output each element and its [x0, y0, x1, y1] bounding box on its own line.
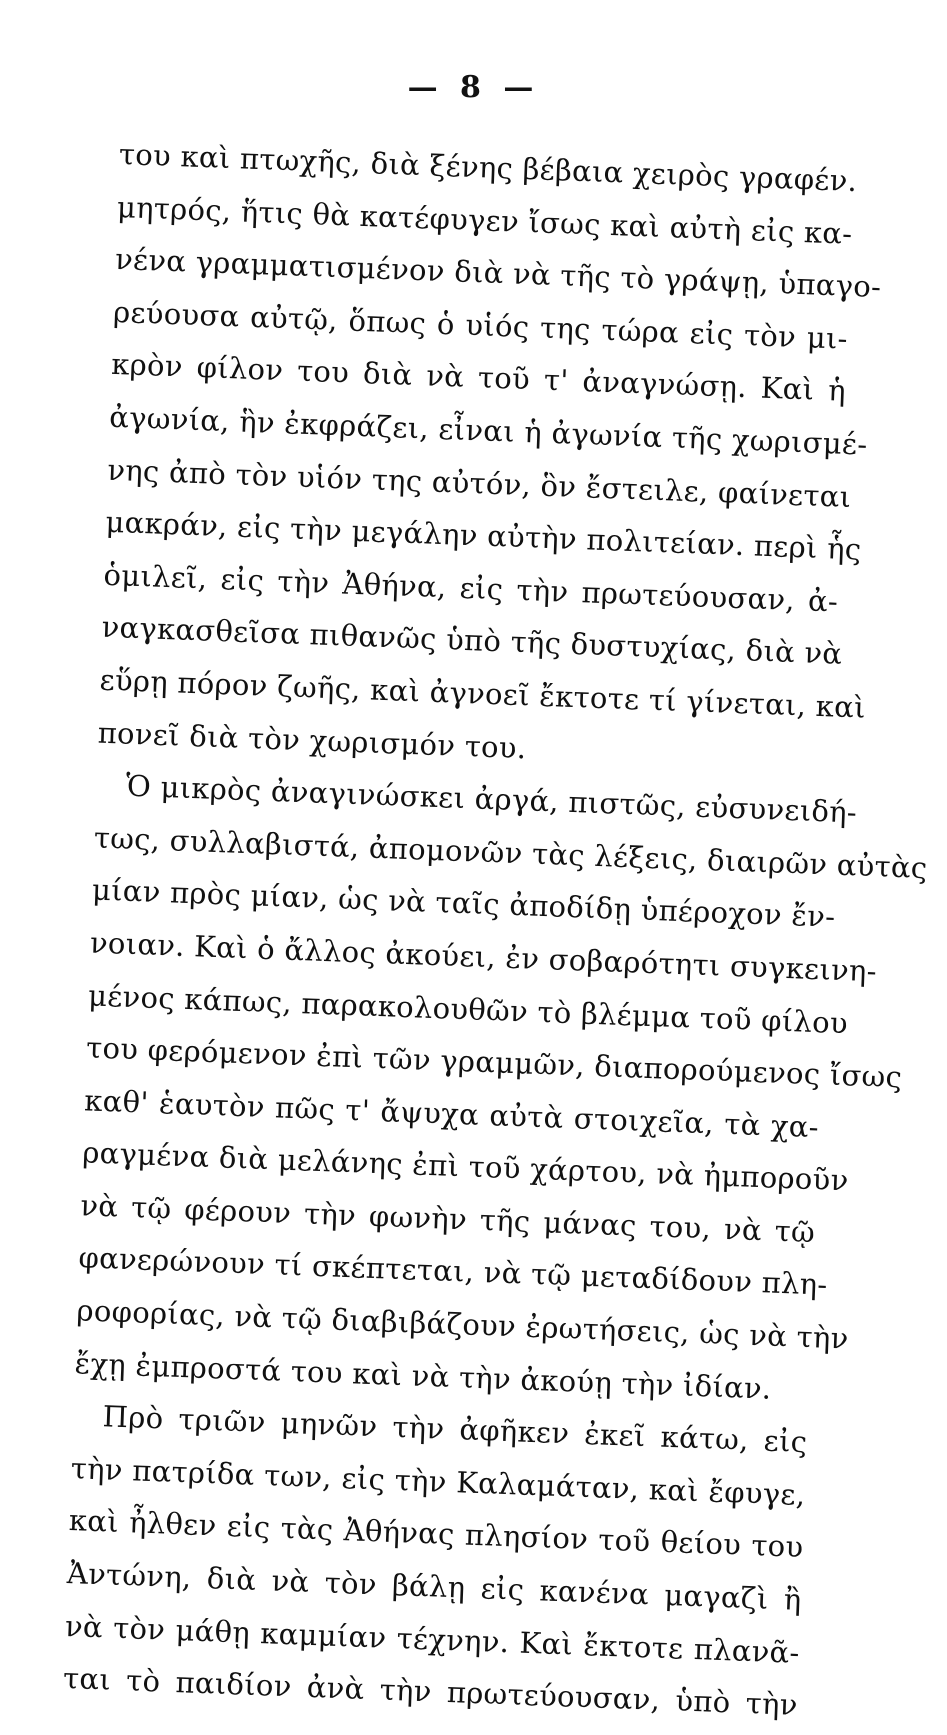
text-line: ραγμένα διὰ μελάνης ἐπὶ τοῦ χάρτου, νὰ ἠμποροῦν	[81, 1135, 850, 1198]
text-line: ρεύουσα αὐτῷ, ὅπως ὁ υἱός της τώρα εἰς τὸν μι-	[112, 294, 849, 356]
text-line: Ὁ μικρὸς ἀναγινώσκει ἀργά, πιστῶς, εὐσυνειδή-	[125, 768, 858, 830]
text-line: εὕρῃ πόρον ζωῆς, καὶ ἀγνοεῖ ἔκτοτε τί γίνεται, καὶ	[99, 662, 867, 725]
text-line: πονεῖ διὰ τὸν χωρισμόν του.	[97, 715, 527, 765]
text-line: τως, συλλαβιστά, ἀπομονῶν τὰς λέξεις, διαιρῶν αὐτὰς	[93, 820, 928, 885]
text-line: νὰ τῷ φέρουν τὴν φωνὴν τῆς μάνας του, νὰ τῷ	[79, 1188, 816, 1250]
text-line: νης ἀπὸ τὸν υἱόν της αὐτόν, ὃν ἔστειλε, φαίνεται	[106, 452, 852, 514]
text-line: ναγκασθεῖσα πιθανῶς ὑπὸ τῆς δυστυχίας, διὰ νὰ	[101, 610, 843, 672]
text-line: ὁμιλεῖ, εἰς τὴν Ἀθήνα, εἰς τὴν πρωτεύουσαν, ἀ-	[103, 557, 839, 619]
body-text	[62, 128, 928, 1732]
text-line: τὴν πατρίδα των, εἰς τὴν Καλαμάταν, καὶ ἔφυγε,	[70, 1450, 806, 1512]
text-line: του καὶ πτωχῆς, διὰ ξένης βέβαια χειρὸς γραφέν.	[118, 136, 858, 199]
text-line: μένος κάπως, παρακολουθῶν τὸ βλέμμα τοῦ φίλου	[87, 977, 849, 1040]
text-line: καθ' ἑαυτὸν πῶς τ' ἄψυχα αὐτὰ στοιχεῖα, τὰ χα-	[83, 1083, 820, 1144]
text-line: Πρὸ τριῶν μηνῶν τὴν ἀφῆκεν ἐκεῖ κάτω, εἰς	[102, 1399, 808, 1460]
page-number: — 8 —	[407, 70, 540, 105]
text-line: μητρός, ἥτις θὰ κατέφυγεν ἴσως καὶ αὐτὴ εἰς κα-	[116, 189, 854, 251]
text-line: του φερόμενον ἐπὶ τῶν γραμμῶν, διαπορούμενος ἴσως	[85, 1030, 903, 1095]
text-line: ροφορίας, νὰ τῷ διαβιβάζουν ἐρωτήσεις, ὡς νὰ τὴν	[76, 1293, 850, 1356]
text-line: ἔχῃ ἐμπροστά του καὶ νὰ τὴν ἀκούῃ τὴν ἰδίαν.	[74, 1345, 773, 1406]
text-line: κρὸν φίλον του διὰ νὰ τοῦ τ' ἀναγνώσῃ. Καὶ ἡ	[110, 347, 847, 409]
text-line: ται τὸ παιδίον ἀνὰ τὴν πρωτεύουσαν, ὑπὸ τὴν	[62, 1661, 799, 1723]
text-line: μίαν πρὸς μίαν, ὡς νὰ ταῖς ἀποδίδῃ ὑπέροχον ἔν-	[91, 872, 836, 935]
text-line: νὰ τὸν μάθῃ καμμίαν τέχνην. Καὶ ἔκτοτε πλανᾶ-	[64, 1608, 801, 1670]
text-line: νοιαν. Καὶ ὁ ἄλλος ἀκούει, ἐν σοβαρότητι συγκεινη-	[89, 925, 878, 989]
text-line: μακράν, εἰς τὴν μεγάλην αὐτὴν πολιτείαν. περὶ ἧς	[104, 504, 863, 567]
text-line: φανερώνουν τί σκέπτεται, νὰ τῷ μεταδίδουν πλη-	[77, 1240, 829, 1303]
text-line: νένα γραμματισμένον διὰ νὰ τῆς τὸ γράψῃ, ὑπαγο-	[114, 242, 882, 305]
text-line: ἀγωνία, ἣν ἐκφράζει, εἶναι ἡ ἀγωνία τῆς χωρισμέ-	[108, 399, 869, 462]
text-line: καὶ ἦλθεν εἰς τὰς Ἀθήνας πλησίον τοῦ θείου του	[68, 1503, 805, 1565]
text-line: Ἀντώνη, διὰ νὰ τὸν βάλῃ εἰς κανένα μαγαζὶ ἢ	[66, 1556, 803, 1617]
